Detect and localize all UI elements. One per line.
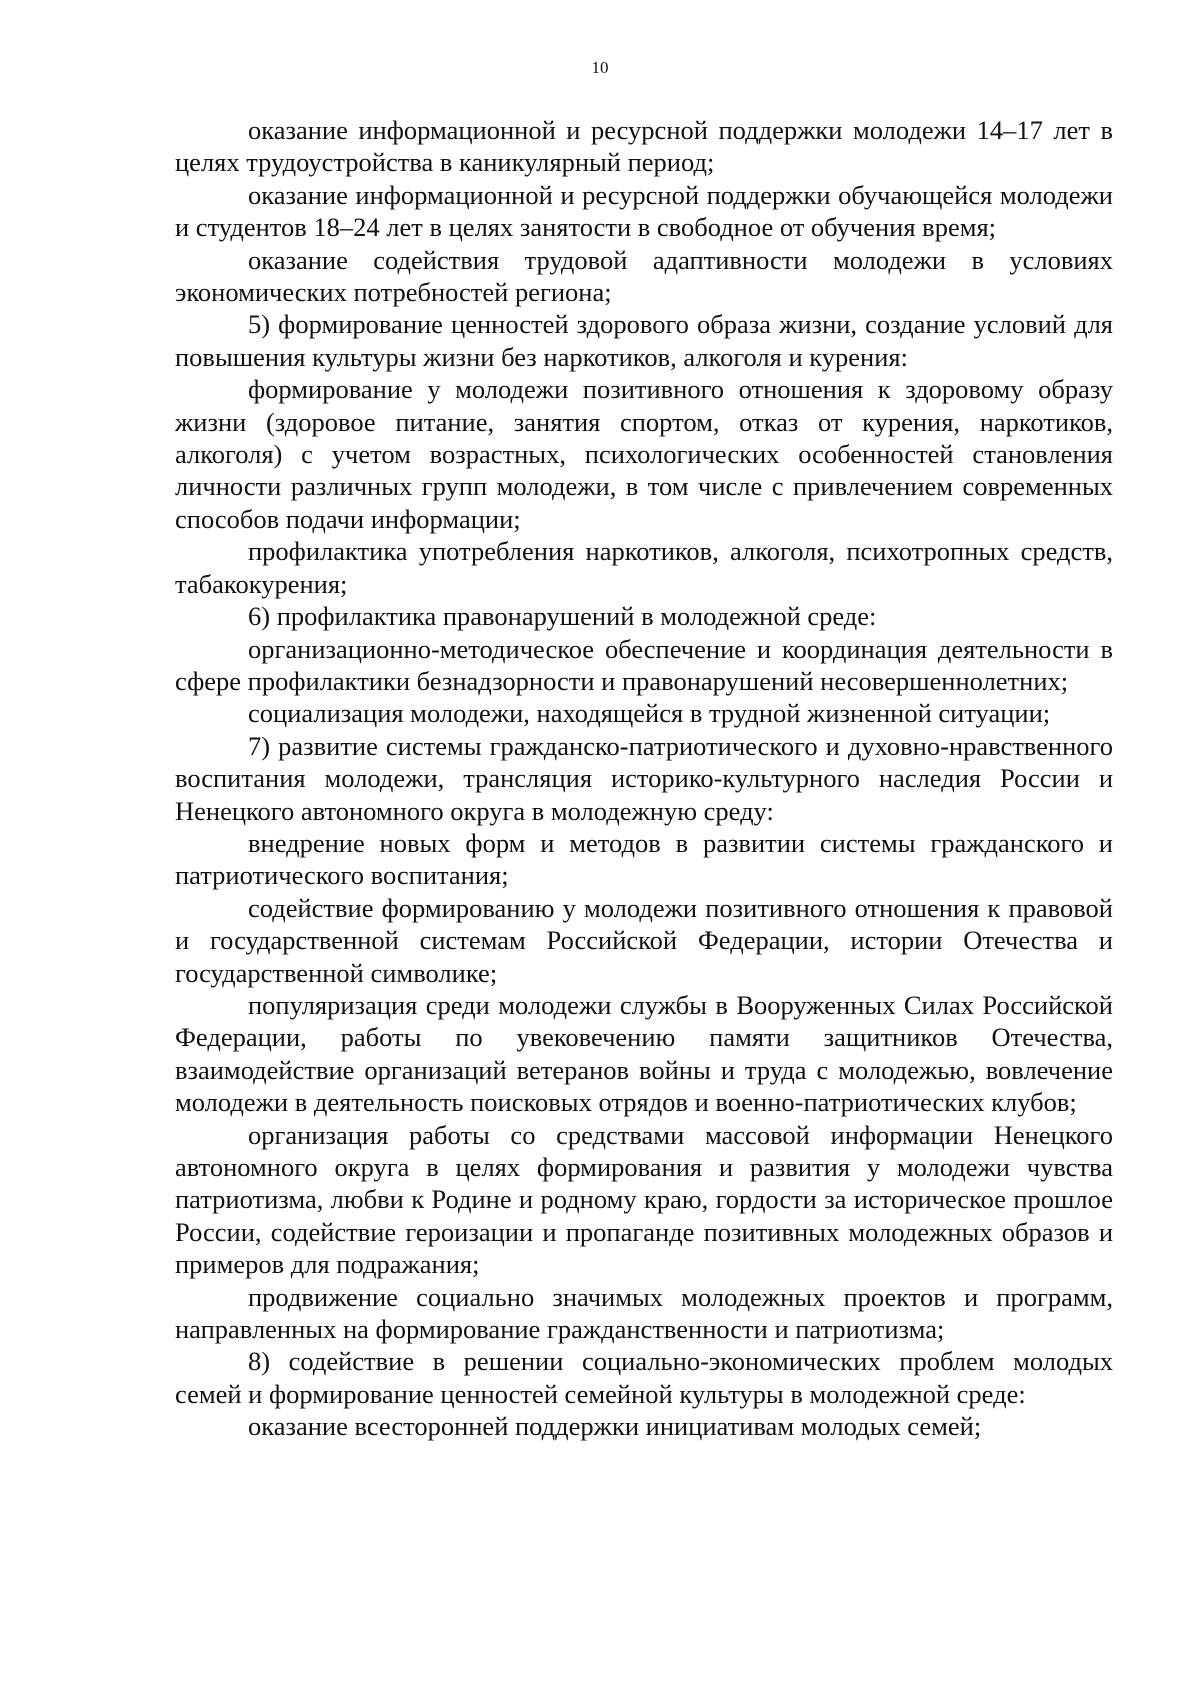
paragraph: оказание всесторонней поддержки инициативам молодых семей; <box>248 1411 982 1442</box>
paragraph: оказание информационной и ресурсной поддержки молодежи 14–17 лет в целях трудоустройства в каникулярный период; <box>175 115 1113 178</box>
paragraph: формирование у молодежи позитивного отношения к здоровому образу жизни (здоровое питание, занятия спортом, отказ от курения, наркотиков, алкоголя) с учетом возрастных, психологических особенностей становления личности различных групп молодежи, в том числе с привлечением современных способов подачи информации; <box>175 374 1113 534</box>
paragraph: внедрение новых форм и методов в развитии системы гражданского и патриотического воспитания; <box>175 827 1113 891</box>
paragraph: оказание информационной и ресурсной поддержки обучающейся молодежи и студентов 18–24 лет в целях занятости в свободное от обучения время; <box>175 179 1113 243</box>
paragraph: 6) профилактика правонарушений в молодежной среде: <box>248 601 877 632</box>
paragraph: организационно-методическое обеспечение и координация деятельности в сфере профилактики безнадзорности и правонарушений несовершеннолетних; <box>175 633 1113 696</box>
paragraph: 8) содействие в решении социально-экономических проблем молодых семей и формирование ценностей семейной культуры в молодежной среде: <box>175 1346 1113 1409</box>
paragraph: продвижение социально значимых молодежных проектов и программ, направленных на формирование гражданственности и патриотизма; <box>175 1281 1113 1345</box>
paragraph: профилактика употребления наркотиков, алкоголя, психотропных средств, табакокурения; <box>175 536 1113 599</box>
paragraph: 5) формирование ценностей здорового образа жизни, создание условий для повышения культуры жизни без наркотиков, алкоголя и курения: <box>175 309 1113 372</box>
page-number: 10 <box>591 58 609 77</box>
paragraph: оказание содействия трудовой адаптивности молодежи в условиях экономических потребностей региона; <box>175 244 1113 308</box>
paragraph: популяризация среди молодежи службы в Вооруженных Силах Российской Федерации, работы по увековечению памяти защитников Отечества, взаимодействие организаций ветеранов войны и труда с молодежью, вовлечение молодежи в деятельность поисковых отрядов и военно-патриотических клубов; <box>175 989 1113 1118</box>
document-body <box>175 114 1113 1443</box>
paragraph: содействие формированию у молодежи позитивного отношения к правовой и государственной системам Российской Федерации, истории Отечества и государственной символике; <box>175 892 1113 988</box>
paragraph: 7) развитие системы гражданско-патриотического и духовно-нравственного воспитания молодежи, трансляция историко-культурного наследия России и Ненецкого автономного округа в молодежную среду: <box>175 730 1113 826</box>
paragraph: организация работы со средствами массовой информации Ненецкого автономного округа в целях формирования и развития у молодежи чувства патриотизма, любви к Родине и родному краю, гордости за историческое прошлое России, содействие героизации и пропаганде позитивных молодежных образов и примеров для подражания; <box>175 1119 1113 1280</box>
paragraph: социализация молодежи, находящейся в трудной жизненной ситуации; <box>248 698 1051 729</box>
